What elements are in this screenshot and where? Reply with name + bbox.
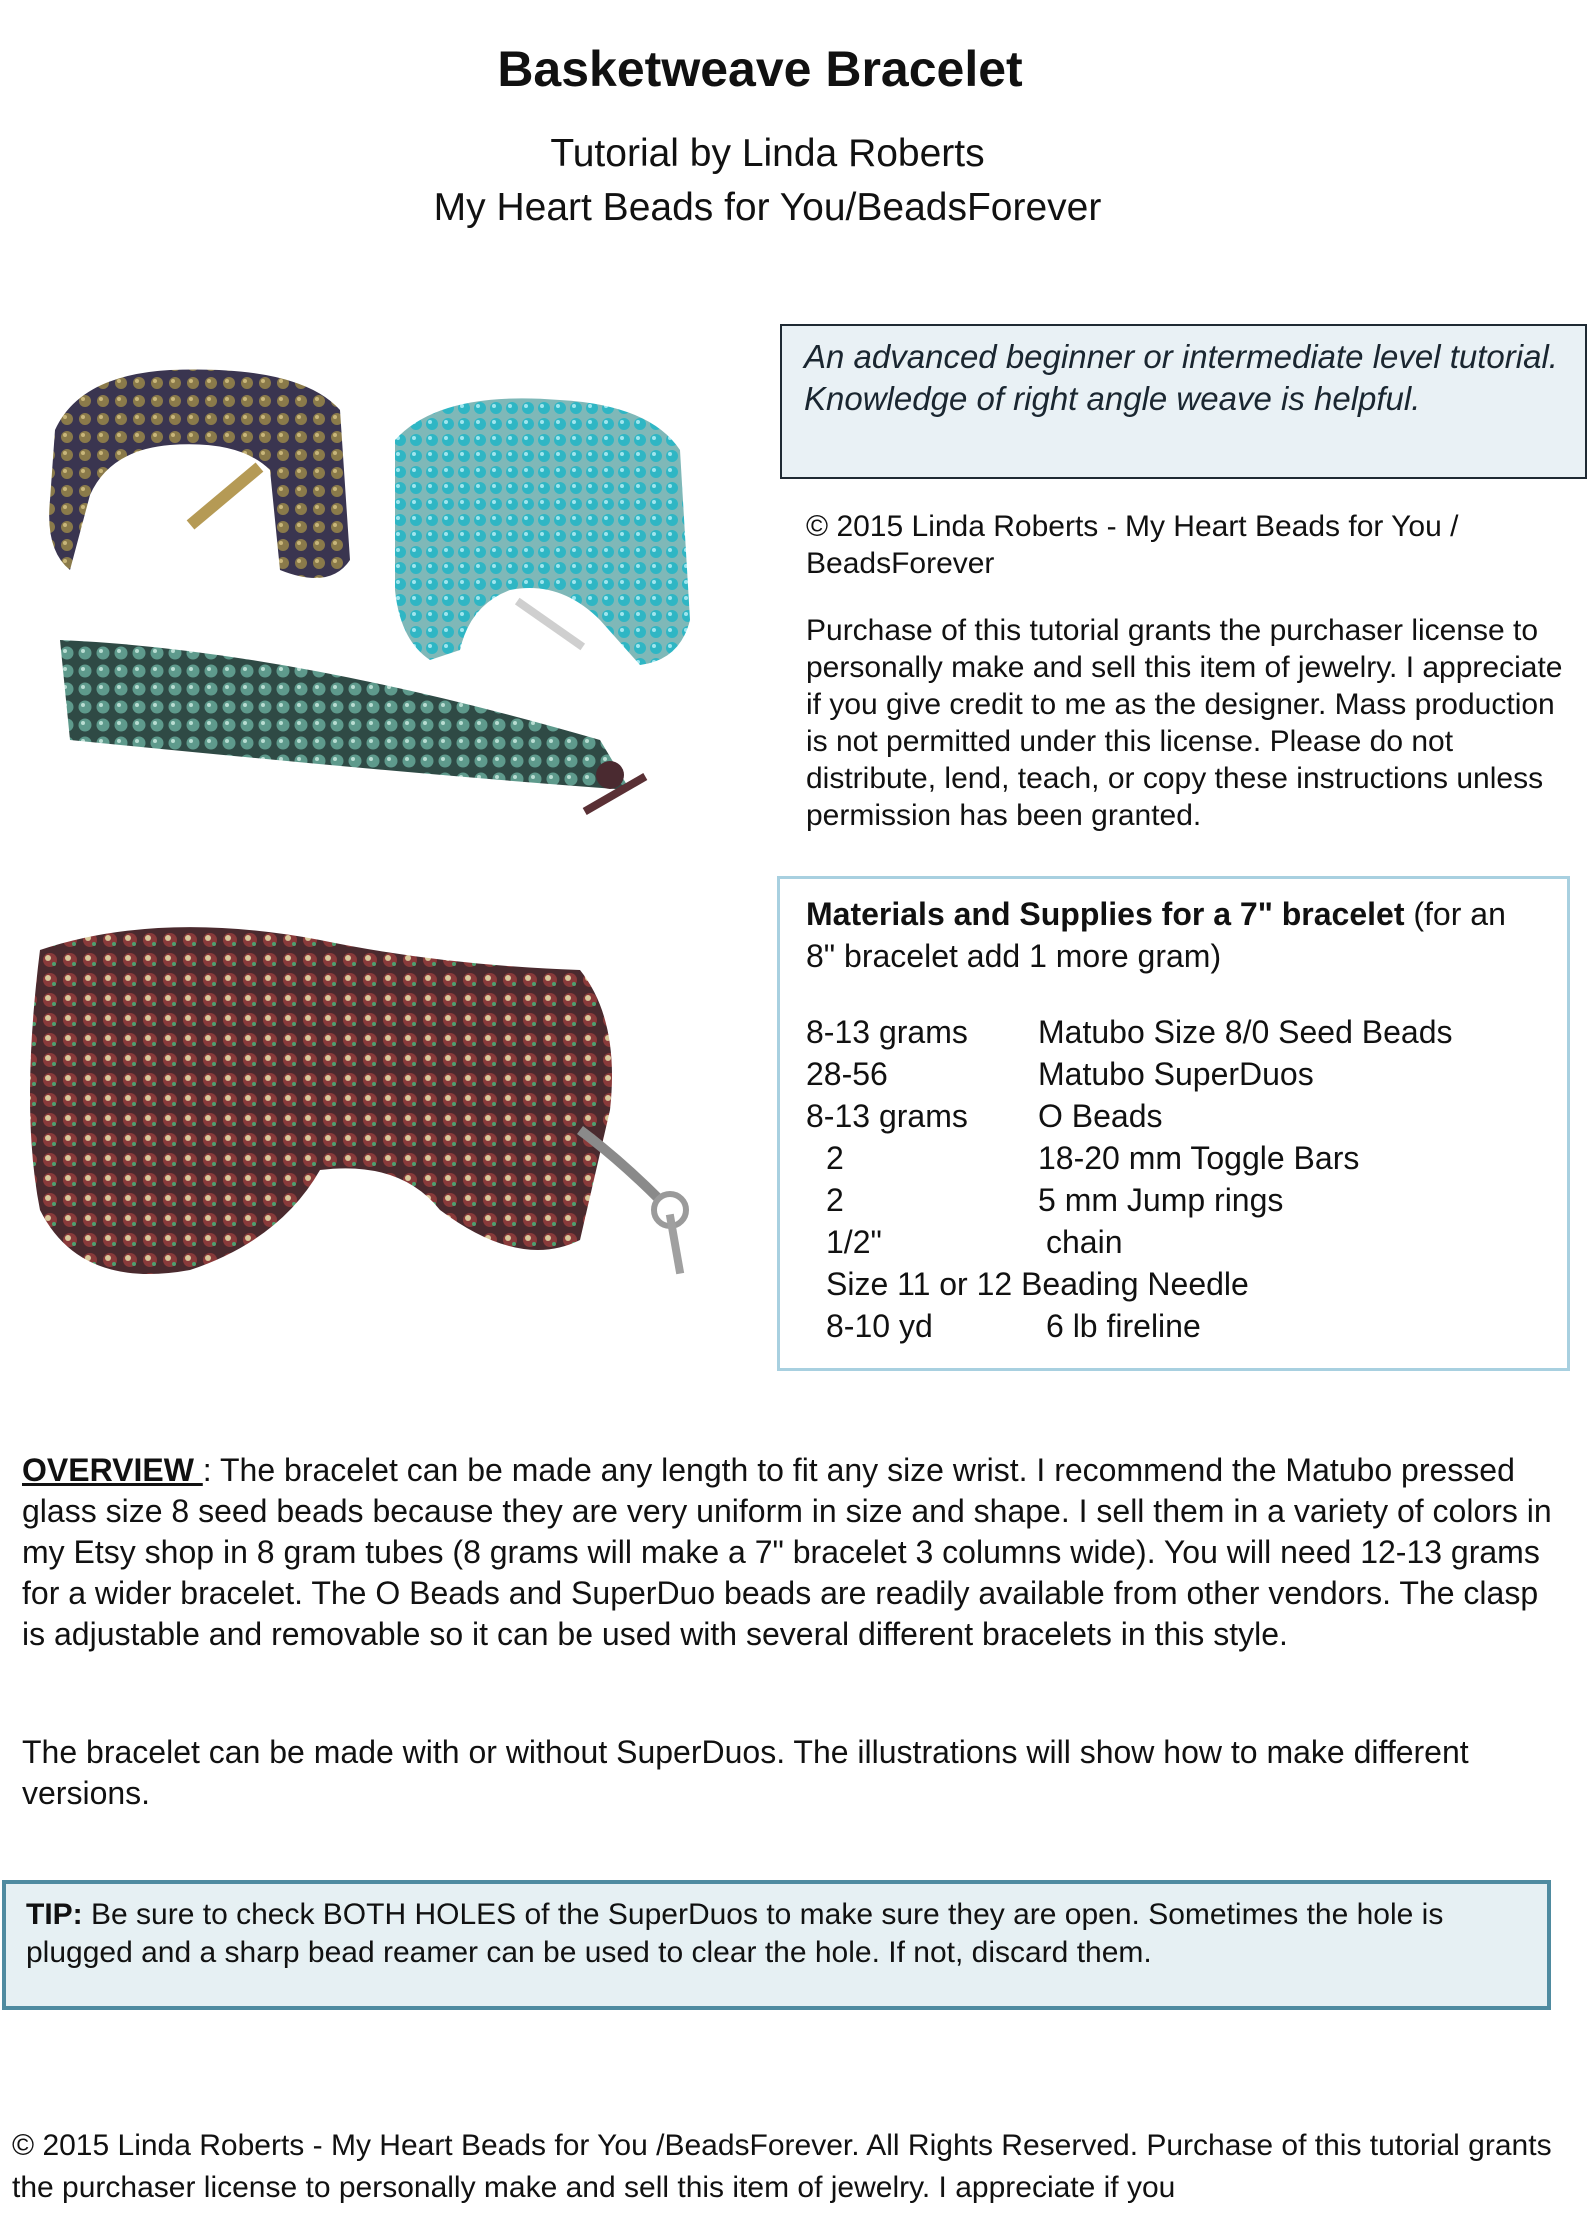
- materials-list: [777, 876, 1570, 1371]
- materials-heading: [806, 893, 1541, 977]
- tip-box: [2, 1880, 1551, 2010]
- item-desc: O Beads: [1038, 1098, 1163, 1134]
- footer-copyright: © 2015 Linda Roberts - My Heart Beads for You /BeadsForever. All Rights Reserved. Purchase of this tutorial grants the purchaser license to personally make and sell this item of jewelry. I appreciate if you: [12, 2129, 1552, 2204]
- tip-heading: TIP:: [26, 1898, 83, 1931]
- list-item: [806, 1263, 1541, 1305]
- item-desc: Matubo Size 8/0 Seed Beads: [1038, 1014, 1453, 1050]
- overview-text: : The bracelet can be made any length to fit any size wrist. I recommend the Matubo pressed glass size 8 seed beads because they are very uniform in size and shape. I sell them in a variety of colors in my Etsy shop in 8 gram tubes (8 grams will make a 7" bracelet 3 columns wide). You will need 12-13 grams for a wider bracelet. The O Beads and SuperDuo beads are readily available from other vendors. The clasp is adjustable and removable so it can be used with several different bracelets in this style.: [22, 1452, 1552, 1652]
- item-desc: chain: [1046, 1224, 1123, 1260]
- materials-title: Materials and Supplies for a 7" bracelet: [806, 896, 1405, 932]
- list-item: [806, 1053, 1541, 1095]
- materials-title-note: (for an 8" bracelet add 1 more gram): [806, 896, 1506, 974]
- item-desc: 6 lb fireline: [1046, 1308, 1201, 1344]
- item-desc: Matubo SuperDuos: [1038, 1056, 1314, 1092]
- shop-name: My Heart Beads for You/BeadsForever: [433, 186, 1102, 229]
- overview-section: [22, 1450, 1562, 1655]
- page-title: Basketweave Bracelet: [497, 41, 1023, 97]
- tutorial-author: Tutorial by Linda Roberts: [550, 132, 985, 175]
- list-item: [806, 1179, 1541, 1221]
- list-item: [806, 1221, 1541, 1263]
- skill-level-text: An advanced beginner or intermediate level tutorial. Knowledge of right angle weave is helpful.: [804, 338, 1558, 417]
- tip-text: Be sure to check BOTH HOLES of the SuperDuos to make sure they are open. Sometimes the hole is plugged and a sharp bead reamer can be used to clear the hole. If not, discard them.: [26, 1898, 1444, 1969]
- list-item: [806, 1095, 1541, 1137]
- list-item: [806, 1011, 1541, 1053]
- item-qty: 2: [826, 1140, 844, 1176]
- license-text: Purchase of this tutorial grants the purchaser license to personally make and sell this item of jewelry. I appreciate if you give credit to me as the designer. Mass production is not permitted under this license. Please do not distribute, lend, teach, or copy these instructions unless permission has been granted.: [806, 614, 1563, 832]
- list-item: [806, 1137, 1541, 1179]
- item-qty: 2: [826, 1182, 844, 1218]
- item-qty: 8-13 grams: [806, 1014, 968, 1050]
- item-desc: 18-20 mm Toggle Bars: [1038, 1140, 1360, 1176]
- item-desc: 5 mm Jump rings: [1038, 1182, 1284, 1218]
- item-qty: 8-10 yd: [826, 1308, 933, 1344]
- bracelet-photo-icon: [20, 910, 720, 1330]
- overview-heading: OVERVIEW: [22, 1452, 203, 1488]
- item-qty: 1/2": [826, 1224, 882, 1260]
- skill-level-note: [780, 324, 1587, 479]
- copyright-notice: © 2015 Linda Roberts - My Heart Beads for You / BeadsForever: [806, 510, 1459, 580]
- overview-versions: The bracelet can be made with or without SuperDuos. The illustrations will show how to make different versions.: [22, 1734, 1469, 1811]
- bracelet-photo-icon: [40, 320, 720, 840]
- item-qty: 28-56: [806, 1056, 888, 1092]
- list-item: [806, 1305, 1541, 1347]
- item-qty: 8-13 grams: [806, 1098, 968, 1134]
- item-qty: Size 11 or 12 Beading Needle: [826, 1266, 1249, 1302]
